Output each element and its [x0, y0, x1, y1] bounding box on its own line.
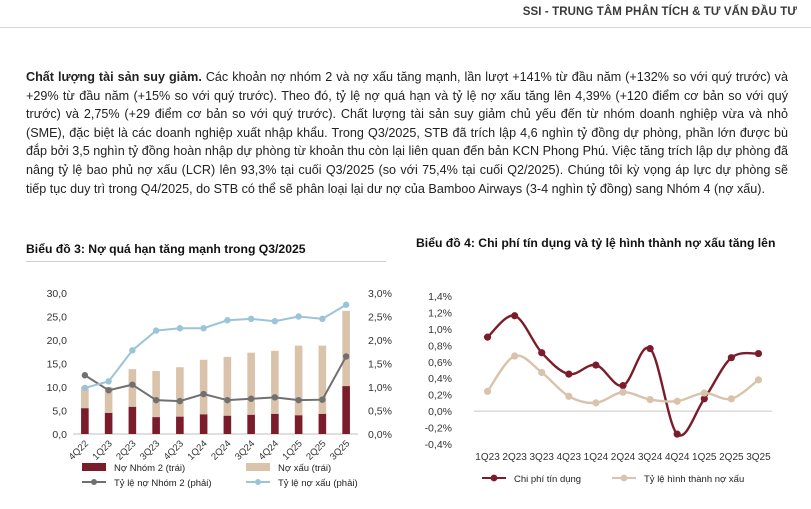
chart4-point-npl-formation	[755, 376, 762, 383]
chart4-point-npl-formation	[538, 369, 545, 376]
chart3-point-nhom2-ratio	[82, 372, 88, 378]
chart3-bar-noxau	[271, 351, 279, 414]
chart3-bar-nhom2	[342, 386, 350, 434]
chart3-point-nhom2-ratio	[272, 394, 278, 400]
chart3-point-nhom2-ratio	[129, 381, 135, 387]
chart4-point-npl-formation	[511, 352, 518, 359]
chart4-legend-marker	[621, 475, 628, 482]
chart3-point-npl-ratio	[295, 313, 301, 319]
chart3-point-nhom2-ratio	[224, 397, 230, 403]
chart3-bar-noxau	[247, 353, 255, 415]
chart3-left-tick: 15,0	[46, 358, 67, 371]
chart3-category-label: 3Q24	[233, 438, 258, 463]
chart3-legend-swatch	[246, 463, 270, 471]
chart4-legend-label: Chi phí tín dụng	[514, 474, 582, 485]
chart3-point-nhom2-ratio	[248, 396, 254, 402]
chart4-point-credit-cost	[565, 371, 572, 378]
chart4-line-npl-formation	[488, 356, 759, 403]
chart3-left-tick: 30,0	[46, 288, 67, 300]
chart3-bar-nhom2	[271, 414, 279, 434]
chart3-bar-noxau	[105, 387, 113, 413]
chart3-legend-label: Nợ xấu (trái)	[278, 463, 332, 474]
chart3-category-label: 2Q23	[114, 438, 139, 463]
paragraph-heading: Chất lượng tài sản suy giảm.	[26, 70, 202, 84]
chart4-y-tick: 0,6%	[428, 356, 452, 369]
chart4-y-tick: -0,4%	[424, 439, 452, 451]
chart4-y-tick: 1,4%	[428, 291, 452, 303]
chart4-legend-marker	[491, 475, 498, 482]
chart4-category-label: 1Q23	[475, 452, 500, 463]
chart3-point-nhom2-ratio	[177, 398, 183, 404]
chart3-right-tick: 0,5%	[368, 405, 392, 418]
chart3-bar-noxau	[224, 357, 232, 416]
chart3-category-label: 4Q23	[161, 438, 186, 463]
chart3-legend-label: Nợ Nhóm 2 (trái)	[114, 463, 186, 474]
chart3-bar-noxau	[176, 367, 184, 416]
chart3-category-label: 2Q25	[304, 438, 329, 463]
chart4-category-label: 3Q24	[637, 452, 663, 463]
chart4-y-tick: 1,0%	[428, 323, 452, 336]
chart3-category-label: 3Q23	[138, 438, 163, 463]
chart3-bar-nhom2	[200, 414, 208, 434]
chart4-point-npl-formation	[728, 395, 735, 402]
chart3-bar-nhom2	[295, 415, 303, 434]
chart4-point-npl-formation	[619, 389, 626, 396]
chart4-point-credit-cost	[511, 312, 518, 319]
chart4-legend-label: Tỷ lệ hình thành nợ xấu	[644, 474, 745, 485]
chart3-point-nhom2-ratio	[343, 353, 349, 359]
chart3-point-npl-ratio	[272, 318, 278, 324]
chart4-point-credit-cost	[538, 349, 545, 356]
chart3-point-nhom2-ratio	[319, 396, 325, 402]
chart4-point-npl-formation	[701, 389, 708, 396]
chart3-bar-nhom2	[81, 408, 89, 434]
chart3-legend-marker	[255, 479, 261, 485]
chart3-right-tick: 0,0%	[368, 429, 392, 441]
chart4-point-npl-formation	[646, 396, 653, 403]
chart4-point-credit-cost	[755, 350, 762, 357]
chart3-right-tick: 2,0%	[368, 335, 392, 347]
chart3-point-npl-ratio	[343, 302, 349, 308]
chart3-bar-nhom2	[224, 416, 232, 434]
chart4-category-label: 4Q24	[664, 452, 690, 463]
chart3-point-npl-ratio	[105, 378, 111, 384]
chart3-right-tick: 1,5%	[368, 358, 392, 371]
chart4-point-credit-cost	[592, 361, 599, 368]
chart4-y-tick: -0,2%	[424, 422, 452, 435]
chart3-bar-nhom2	[247, 415, 255, 434]
chart3-point-npl-ratio	[82, 385, 88, 391]
chart3-category-label: 2Q24	[209, 438, 234, 463]
chart3-bar-nhom2	[105, 413, 113, 434]
chart4-point-credit-cost	[674, 431, 681, 438]
chart3-bar-noxau	[129, 369, 137, 407]
chart3-bar-noxau	[200, 360, 208, 415]
chart3-line-npl-ratio	[85, 305, 346, 388]
chart3-point-npl-ratio	[177, 325, 183, 331]
analysis-paragraph	[26, 68, 788, 198]
chart3-point-npl-ratio	[224, 317, 230, 323]
chart3-bar-noxau	[295, 346, 303, 416]
chart4-y-tick: 0,2%	[428, 389, 452, 402]
chart4-category-label: 2Q24	[610, 452, 636, 463]
header-divider	[0, 27, 811, 28]
chart3-category-label: 4Q24	[256, 438, 281, 463]
chart3-legend-label: Tỷ lệ nợ xấu (phải)	[278, 478, 358, 489]
chart4-point-credit-cost	[619, 382, 626, 389]
chart4-category-label: 1Q24	[583, 452, 609, 463]
chart4-point-npl-formation	[484, 388, 491, 395]
chart4-title: Biểu đồ 4: Chi phí tín dụng và tỷ lệ hình thành nợ xấu tăng lên	[416, 236, 776, 250]
chart4-y-tick: 1,2%	[428, 307, 452, 320]
chart3-left-tick: 5,0	[52, 405, 67, 418]
chart4-y-tick: 0,0%	[428, 406, 452, 419]
chart4-y-tick: 0,8%	[428, 340, 452, 353]
chart3-point-npl-ratio	[200, 325, 206, 331]
chart3-legend-marker	[91, 479, 97, 485]
chart3-left-tick: 25,0	[46, 311, 67, 324]
chart3-point-nhom2-ratio	[105, 387, 111, 393]
chart3-category-label: 1Q24	[185, 438, 210, 463]
chart4-point-credit-cost	[484, 334, 491, 341]
chart3-left-tick: 0,0	[52, 429, 67, 441]
chart4-category-label: 3Q25	[746, 452, 771, 463]
chart4-y-tick: 0,4%	[428, 373, 452, 386]
chart4-point-npl-formation	[674, 398, 681, 405]
chart4-point-credit-cost	[701, 395, 708, 402]
chart3-point-npl-ratio	[129, 347, 135, 353]
chart3-point-nhom2-ratio	[295, 397, 301, 403]
chart3-left-tick: 20,0	[46, 335, 67, 347]
chart3-point-nhom2-ratio	[153, 397, 159, 403]
chart3-point-nhom2-ratio	[200, 391, 206, 397]
chart4-point-credit-cost	[728, 354, 735, 361]
chart4-category-label: 2Q23	[502, 452, 527, 463]
chart3-title: Biểu đồ 3: Nợ quá hạn tăng mạnh trong Q3/2025	[26, 242, 306, 256]
chart3-left-tick: 10,0	[46, 382, 67, 394]
chart4-point-npl-formation	[565, 393, 572, 400]
paragraph-body: Các khoản nợ nhóm 2 và nợ xấu tăng mạnh, lần lượt +141% từ đầu năm (+132% so với quý trước) và +29% từ đầu năm (+15% so với quý trước). Theo đó, tỷ lệ nợ quá hạn và tỷ lệ nợ xấu tăng lên 4,39% (+120 điểm cơ bản so với quý trước) và 2,75% (+29 điểm cơ bản so với quý trước). Chất lượng tài sản suy giảm chủ yếu đến từ nhóm doanh nghiệp vừa và nhỏ (SME), đặc biệt là các doanh nghiệp xuất nhập khẩu. Trong Q3/2025, STB đã trích lập 4,6 nghìn tỷ đồng dự phòng, phần lớn được bù đắp bởi 3,5 nghìn tỷ đồng hoàn nhập dự phòng từ khoản thu còn lại liên quan đến bản KCN Phong Phú. Việc tăng trích lập dự phòng đã nâng tỷ lệ bao phủ nợ xấu (LCR) lên 93,3% tại cuối Q3/2025 (so với 75,4% tại cuối Q2/2025). Chúng tôi kỳ vọng áp lực dự phòng sẽ tiếp tục duy trì trong Q4/2025, do STB có thể sẽ phân loại lại dư nợ của Bamboo Airways (3-4 nghìn tỷ đồng) sang Nhóm 4 (nợ xấu).	[26, 70, 788, 196]
chart3-right-tick: 3,0%	[368, 288, 392, 300]
chart4-point-npl-formation	[592, 399, 599, 406]
report-header: SSI - TRUNG TÂM PHÂN TÍCH & TƯ VẤN ĐẦU TƯ	[522, 6, 797, 18]
chart4-category-label: 2Q25	[719, 452, 744, 463]
chart3-bar-noxau	[319, 346, 327, 414]
chart3-category-label: 4Q22	[66, 438, 91, 463]
chart3-legend-label: Tỷ lệ nợ Nhóm 2 (phải)	[114, 478, 212, 489]
chart3-category-label: 1Q25	[280, 438, 305, 463]
chart3-point-npl-ratio	[248, 316, 254, 322]
chart3-bar-noxau	[81, 387, 89, 408]
chart3-line-nhom2-ratio	[85, 356, 346, 401]
chart3-right-tick: 2,5%	[368, 311, 392, 324]
chart3-bar-noxau	[152, 371, 160, 417]
chart3-point-npl-ratio	[319, 316, 325, 322]
chart3-bar-noxau	[342, 311, 350, 386]
chart3-legend-swatch	[82, 463, 106, 471]
chart3-right-tick: 1,0%	[368, 382, 392, 394]
chart3-bar-nhom2	[176, 417, 184, 434]
chart3-bar-nhom2	[319, 414, 327, 434]
chart4-category-label: 3Q23	[529, 452, 554, 463]
chart3-bar-nhom2	[129, 407, 137, 434]
chart3-point-npl-ratio	[153, 327, 159, 333]
chart4-category-label: 1Q25	[692, 452, 717, 463]
chart4-category-label: 4Q23	[556, 452, 582, 463]
chart3-title-underline	[26, 261, 386, 262]
chart3-category-label: 3Q25	[328, 438, 353, 463]
chart3-category-label: 1Q23	[90, 438, 115, 463]
chart3-bar-nhom2	[152, 417, 160, 434]
chart4-line-credit-cost	[488, 316, 759, 436]
chart4-point-credit-cost	[646, 345, 653, 352]
